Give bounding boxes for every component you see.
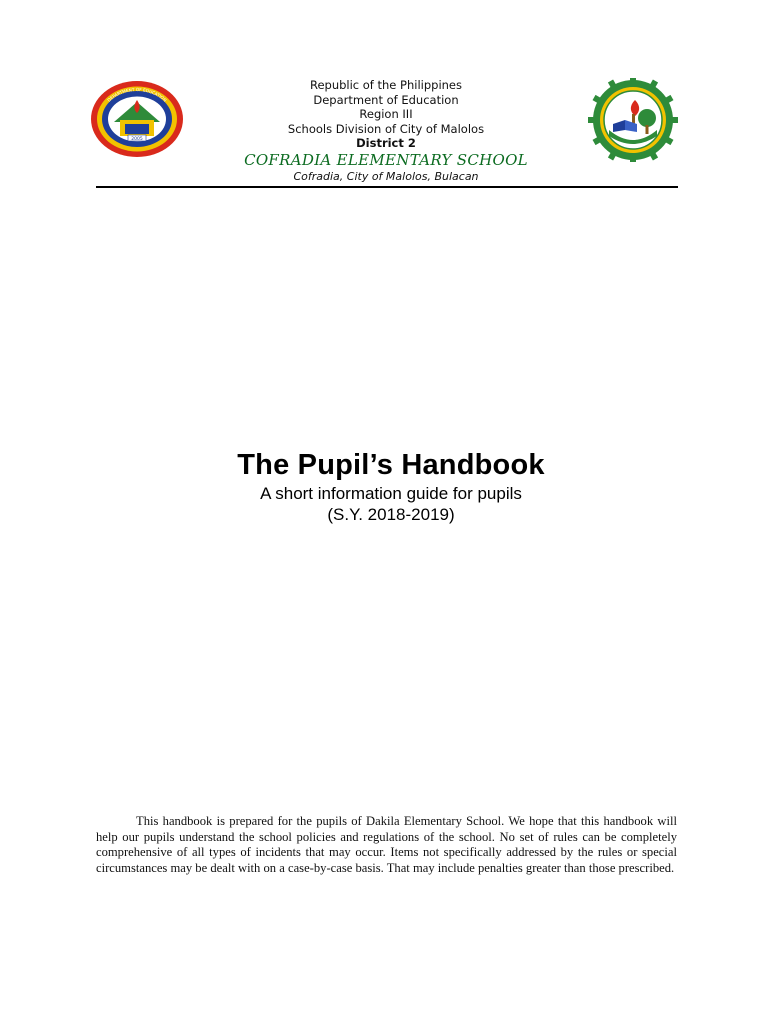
region-name: Region III (359, 107, 413, 121)
school-name: COFRADIA ELEMENTARY SCHOOL (244, 151, 528, 169)
school-year: (S.Y. 2018-2019) (327, 505, 455, 524)
district-name: District 2 (356, 136, 416, 150)
document-subtitle: A short information guide for pupils (260, 484, 522, 503)
letterhead (196, 78, 576, 184)
intro-paragraph: This handbook is prepared for the pupils of Dakila Elementary School. We hope that this handbook will help our pupils understand the school policies and regulations of the school. No set of rules can be completely comprehensive of all types of incidents that may occur. Items not specifically addressed by the rules or special circumstances may be dealt with on a case-by-case basis. That may include penalties greater than those prescribed. (96, 814, 677, 875)
school-seal-logo (588, 78, 678, 162)
school-address: Cofradia, City of Malolos, Bulacan (293, 170, 479, 183)
title-block (96, 446, 686, 525)
country-name: Republic of the Philippines (309, 78, 463, 92)
seal-year-text: 2005 (131, 137, 143, 142)
header-divider (96, 186, 678, 188)
seal-arc-text: DEPARTMENT OF EDUCATION (106, 86, 168, 103)
deped-seal-logo (90, 80, 184, 158)
department-name: Department of Education (313, 92, 459, 107)
document-title: The Pupil’s Handbook (237, 449, 545, 481)
division-name: Schools Division of City of Malolos (287, 121, 485, 136)
